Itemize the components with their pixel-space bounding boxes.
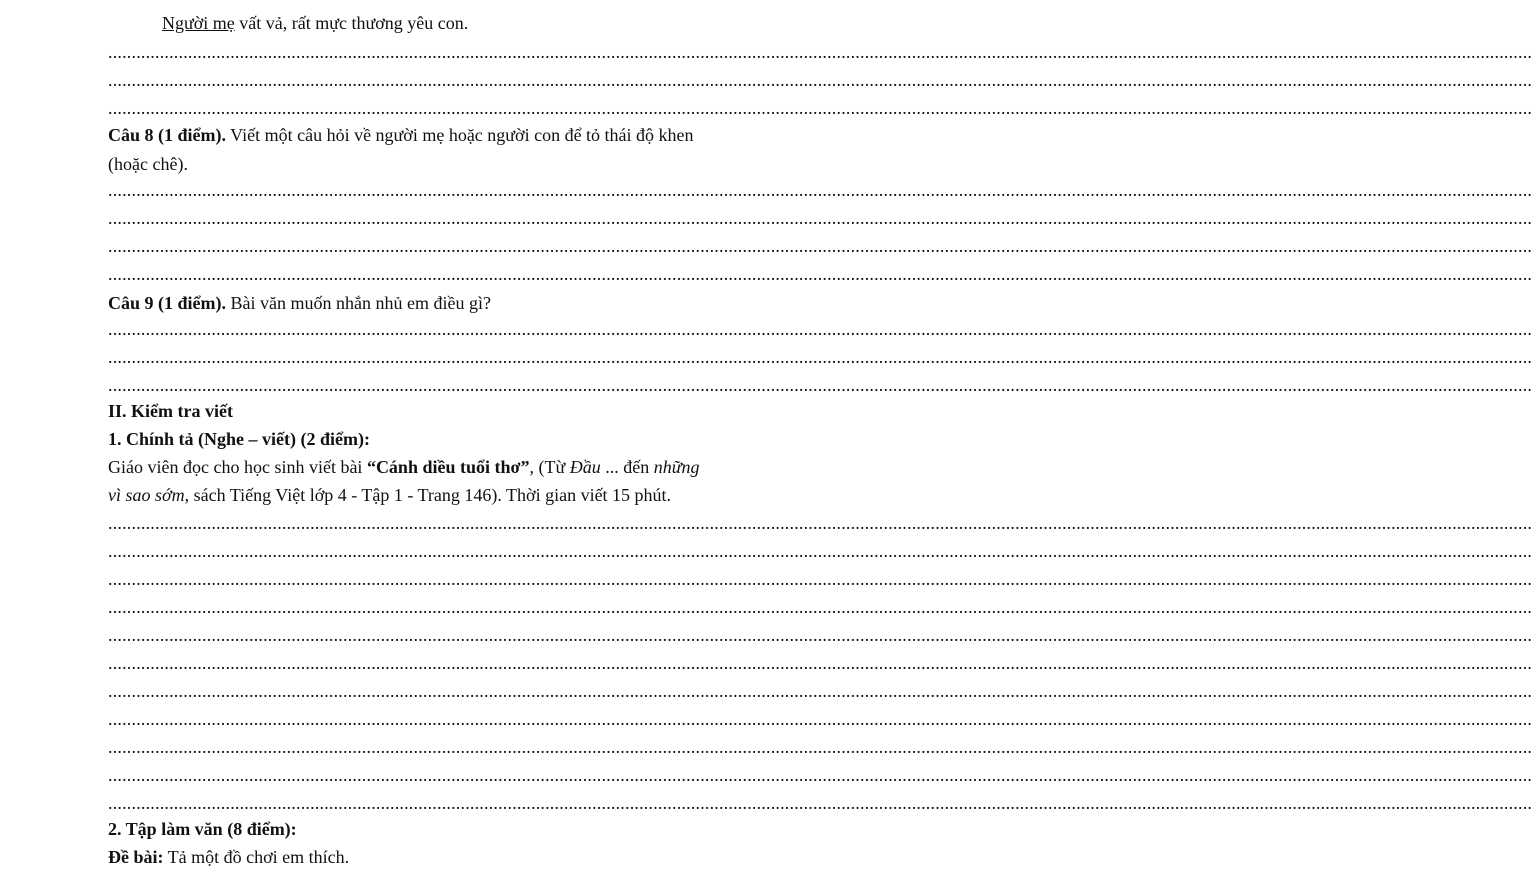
answer-line[interactable]: ...............................................................................................................................................................................................................................................................................................................: [108, 681, 1532, 701]
question-9-text: Bài văn muốn nhắn nhủ em điều gì?: [226, 293, 491, 313]
part-1-instruction-text: , (Từ: [529, 457, 570, 477]
question-8-text: Viết một câu hỏi về người mẹ hoặc người con để tỏ thái độ khen: [226, 125, 694, 145]
answer-line[interactable]: ...............................................................................................................................................................................................................................................................................................................: [108, 70, 1532, 90]
question-9-label: Câu 9 (1 điểm).: [108, 293, 226, 313]
answer-line[interactable]: ...............................................................................................................................................................................................................................................................................................................: [108, 765, 1532, 785]
prompt-text: Tả một đồ chơi em thích.: [163, 847, 350, 867]
answer-line[interactable]: ...............................................................................................................................................................................................................................................................................................................: [108, 653, 1532, 673]
answer-line[interactable]: ...............................................................................................................................................................................................................................................................................................................: [108, 319, 1532, 339]
part-1-title: [108, 428, 370, 450]
answer-line[interactable]: ...............................................................................................................................................................................................................................................................................................................: [108, 569, 1532, 589]
part-1-instruction-text: ... đến: [600, 457, 654, 477]
question-8-cont: (hoặc chê).: [108, 154, 188, 174]
excerpt-end: vì sao sớm: [108, 485, 185, 505]
answer-line[interactable]: ...............................................................................................................................................................................................................................................................................................................: [108, 180, 1532, 200]
intro-sentence: [162, 12, 468, 34]
part-1-title-text: 1. Chính tả (Nghe – viết) (2 điểm):: [108, 429, 370, 449]
answer-line[interactable]: ...............................................................................................................................................................................................................................................................................................................: [108, 709, 1532, 729]
answer-line[interactable]: ...............................................................................................................................................................................................................................................................................................................: [108, 625, 1532, 645]
answer-line[interactable]: ...............................................................................................................................................................................................................................................................................................................: [108, 375, 1532, 395]
excerpt-end: những: [653, 457, 700, 477]
answer-line[interactable]: ...............................................................................................................................................................................................................................................................................................................: [108, 793, 1532, 813]
lesson-title: “Cánh diều tuổi thơ”: [366, 457, 530, 477]
part-1-instruction-text: Giáo viên đọc cho học sinh viết bài: [108, 457, 367, 477]
answer-line[interactable]: ...............................................................................................................................................................................................................................................................................................................: [108, 513, 1532, 533]
part-2-title-text: 2. Tập làm văn (8 điểm):: [108, 819, 297, 839]
part-2-title: [108, 818, 297, 840]
part-1-instruction-line-2: [108, 484, 671, 506]
answer-line[interactable]: ...............................................................................................................................................................................................................................................................................................................: [108, 236, 1532, 256]
part-1-instruction-line-1: [108, 456, 700, 478]
answer-line[interactable]: ...............................................................................................................................................................................................................................................................................................................: [108, 98, 1532, 118]
question-8-label: Câu 8 (1 điểm).: [108, 125, 226, 145]
answer-line[interactable]: ...............................................................................................................................................................................................................................................................................................................: [108, 541, 1532, 561]
part-1-instruction-text: , sách Tiếng Việt lớp 4 - Tập 1 - Trang 146). Thời gian viết 15 phút.: [184, 485, 672, 505]
excerpt-start: Đầu: [569, 457, 601, 477]
section-2-title-text: II. Kiểm tra viết: [108, 401, 233, 421]
prompt-label: Đề bài:: [108, 847, 164, 867]
answer-line[interactable]: ...............................................................................................................................................................................................................................................................................................................: [108, 42, 1532, 62]
answer-line[interactable]: ...............................................................................................................................................................................................................................................................................................................: [108, 347, 1532, 367]
question-8: [108, 124, 694, 146]
intro-subject: Người mẹ: [162, 13, 235, 33]
part-2-prompt: [108, 846, 349, 868]
question-9: [108, 292, 491, 314]
answer-line[interactable]: ...............................................................................................................................................................................................................................................................................................................: [108, 597, 1532, 617]
section-2-title: [108, 400, 233, 422]
answer-line[interactable]: ...............................................................................................................................................................................................................................................................................................................: [108, 208, 1532, 228]
answer-line[interactable]: ...............................................................................................................................................................................................................................................................................................................: [108, 264, 1532, 284]
answer-line[interactable]: ...............................................................................................................................................................................................................................................................................................................: [108, 737, 1532, 757]
intro-rest: vất vả, rất mực thương yêu con.: [234, 13, 469, 33]
